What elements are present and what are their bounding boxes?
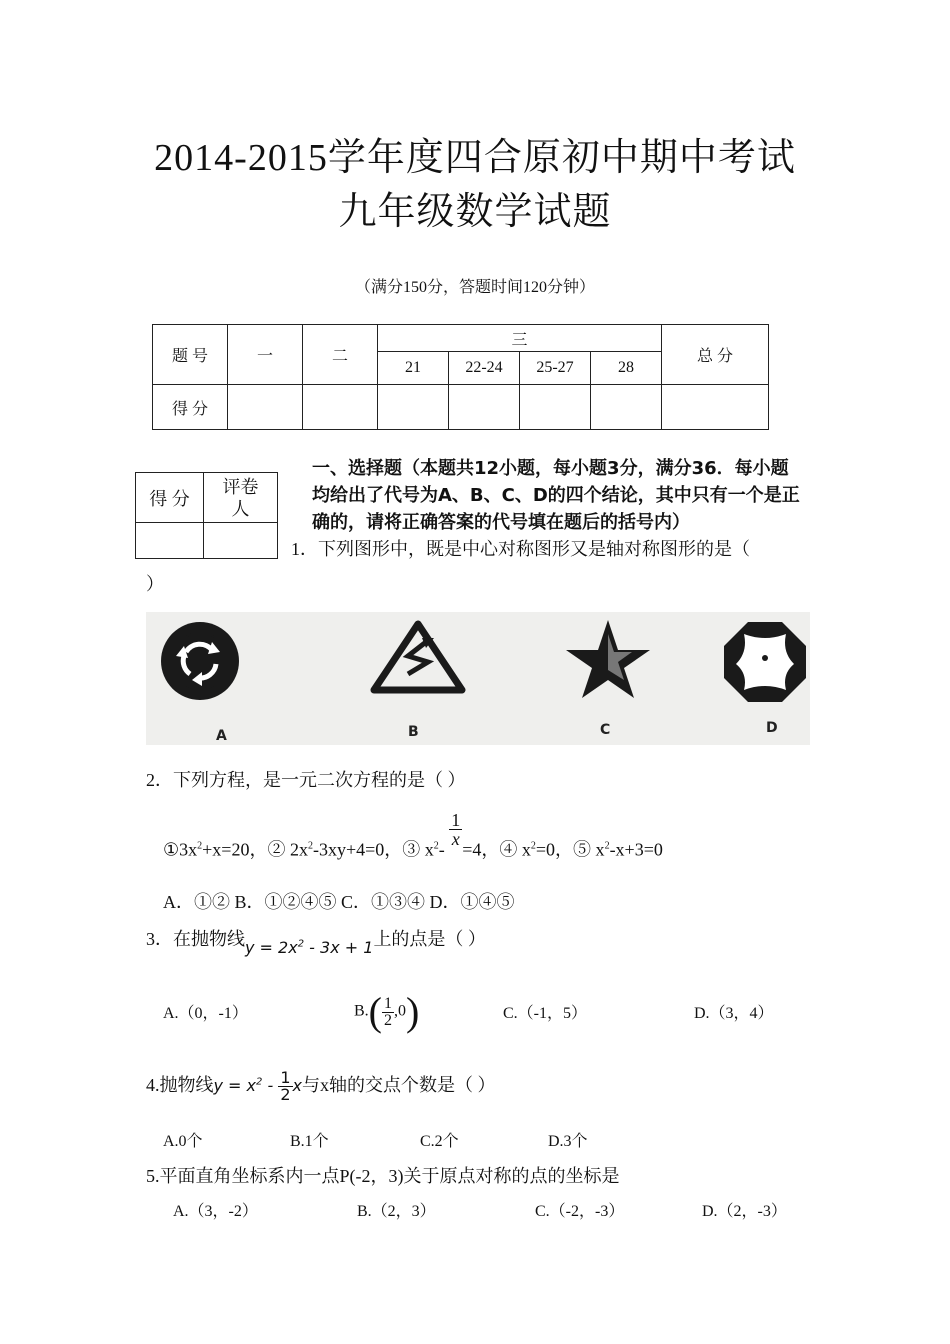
q3-suffix: 上的点是（ ） [373,929,486,949]
formula-fraction [278,1070,292,1103]
formula-part: y = 2x [245,938,298,957]
fraction-denominator: 2 [384,1011,392,1029]
score-cell[interactable] [378,385,449,430]
figure-label-c: C [600,722,611,738]
score-table [152,324,769,430]
fraction-numerator: 1 [451,810,461,830]
eq-fraction [449,811,462,848]
q5-option-b: B.（2，3） [357,1203,436,1220]
grader-label-line1: 评卷 [222,476,259,497]
formula-sup: 2 [256,1076,263,1088]
score-table-sub-col: 25-27 [520,352,591,385]
question-5-text: 5.平面直角坐标系内一点P(-2，3)关于原点对称的点的坐标是 [146,1166,620,1186]
formula-part: - 3x + 1 [304,938,374,957]
formula-sup: 2 [297,938,305,950]
fraction-numerator: 1 [280,1068,291,1087]
formula-part: y = x [213,1076,257,1095]
score-table-sub-col: 21 [378,352,449,385]
eq-sup: 2 [604,840,610,852]
score-cell[interactable] [520,385,591,430]
eq-part: - [438,839,450,860]
question-1-figure [146,612,810,745]
grader-table [135,472,278,559]
score-table-sub-col: 28 [591,352,662,385]
score-cell[interactable] [449,385,520,430]
score-table-col-2: 二 [303,325,378,385]
q5-option-a: A.（3，-2） [173,1203,258,1220]
fraction-numerator: 1 [384,994,392,1012]
figure-label-a: A [216,728,227,744]
eq-part: ①3x [163,839,198,860]
q4-formula [213,1068,303,1104]
q3-option-d: D.（3，4） [694,1005,774,1022]
question-2-text: 2．下列方程，是一元二次方程的是（ ） [146,770,466,790]
eq-sup: 2 [433,840,439,852]
score-cell[interactable] [662,385,769,430]
section-heading: 一、选择题（本题共12小题，每小题3分，满分36．每小题均给出了代号为A、B、C、D的四个结论，其中只有一个是正确的，请将正确答案的代号填在题后的括号内） [312,458,800,533]
q5-option-d: D.（2，-3） [702,1203,787,1220]
eq-part: =4，④ x [462,839,531,860]
score-table-col-3: 三 [378,325,662,352]
q3-option-c: C.（-1，5） [503,1005,588,1022]
score-table-total: 总 分 [662,325,769,385]
question-4-text [146,1070,496,1103]
figure-label-d: D [766,720,778,736]
warning-triangle-icon [374,624,462,690]
q4-option-b: B.1个 [290,1133,329,1150]
score-table-sub-col: 22-24 [449,352,520,385]
score-table-row-label: 题 号 [153,325,228,385]
q4-option-a: A.0个 [163,1133,203,1150]
formula-part: - [262,1076,279,1095]
grader-label-line2: 人 [231,498,250,519]
q4-option-d: D.3个 [548,1133,588,1150]
question-1-cont: ） [146,574,164,594]
formula-part: x [292,1076,302,1095]
question-3-text [146,925,486,957]
option-fraction [382,996,394,1029]
q3-option-a: A.（0，-1） [163,1005,248,1022]
score-cell[interactable] [303,385,378,430]
q5-option-c: C.（-2，-3） [535,1203,625,1220]
score-cell[interactable] [228,385,303,430]
exam-subtitle: 九年级数学试题 [338,191,612,233]
score-table-col-1: 一 [228,325,303,385]
eq-part: -x+3=0 [609,839,663,860]
eq-sup: 2 [307,840,313,852]
roundabout-icon [161,622,239,700]
eq-part: +x=20，② 2x [202,839,308,860]
option-prefix: B. [354,1002,369,1020]
figure-label-b: B [408,724,419,740]
q4-option-c: C.2个 [420,1133,459,1150]
q3-formula [245,938,373,957]
score-table-score-label: 得 分 [153,385,228,430]
grader-score-cell[interactable] [136,523,204,559]
option-rest: ,0 [394,1002,406,1020]
q4-suffix: 与x轴的交点个数是（ ） [302,1075,496,1095]
q3-option-b: B.( $\frac{1}{2}$ ,0) [354,989,420,1034]
fraction-denominator: x [451,829,460,849]
grader-name-cell[interactable] [204,523,278,559]
grader-label [204,473,278,523]
eq-sup: 2 [530,840,536,852]
shapes-figure [146,612,810,745]
question-2-equations [163,810,663,870]
exam-note: （满分150分，答题时间120分钟） [354,279,595,296]
question-1-text: 1．下列图形中，既是中心对称图形又是轴对称图形的是（ [291,539,750,559]
eq-part: =0，⑤ x [535,839,605,860]
star-icon [566,620,650,698]
grader-score-label: 得 分 [136,473,204,523]
exam-title: 2014-2015学年度四合原初中期中考试 [154,137,796,179]
q4-prefix: 4.抛物线 [146,1075,214,1095]
score-cell[interactable] [591,385,662,430]
fraction-denominator: 2 [280,1085,291,1104]
question-2-options: A．①② B．①②④⑤ C．①③④ D．①④⑤ [163,892,515,912]
q3-prefix: 3．在抛物线 [146,929,245,949]
octagon-icon [724,622,806,702]
eq-part: -3xy+4=0，③ x [312,839,434,860]
eq-sup: 2 [197,840,203,852]
